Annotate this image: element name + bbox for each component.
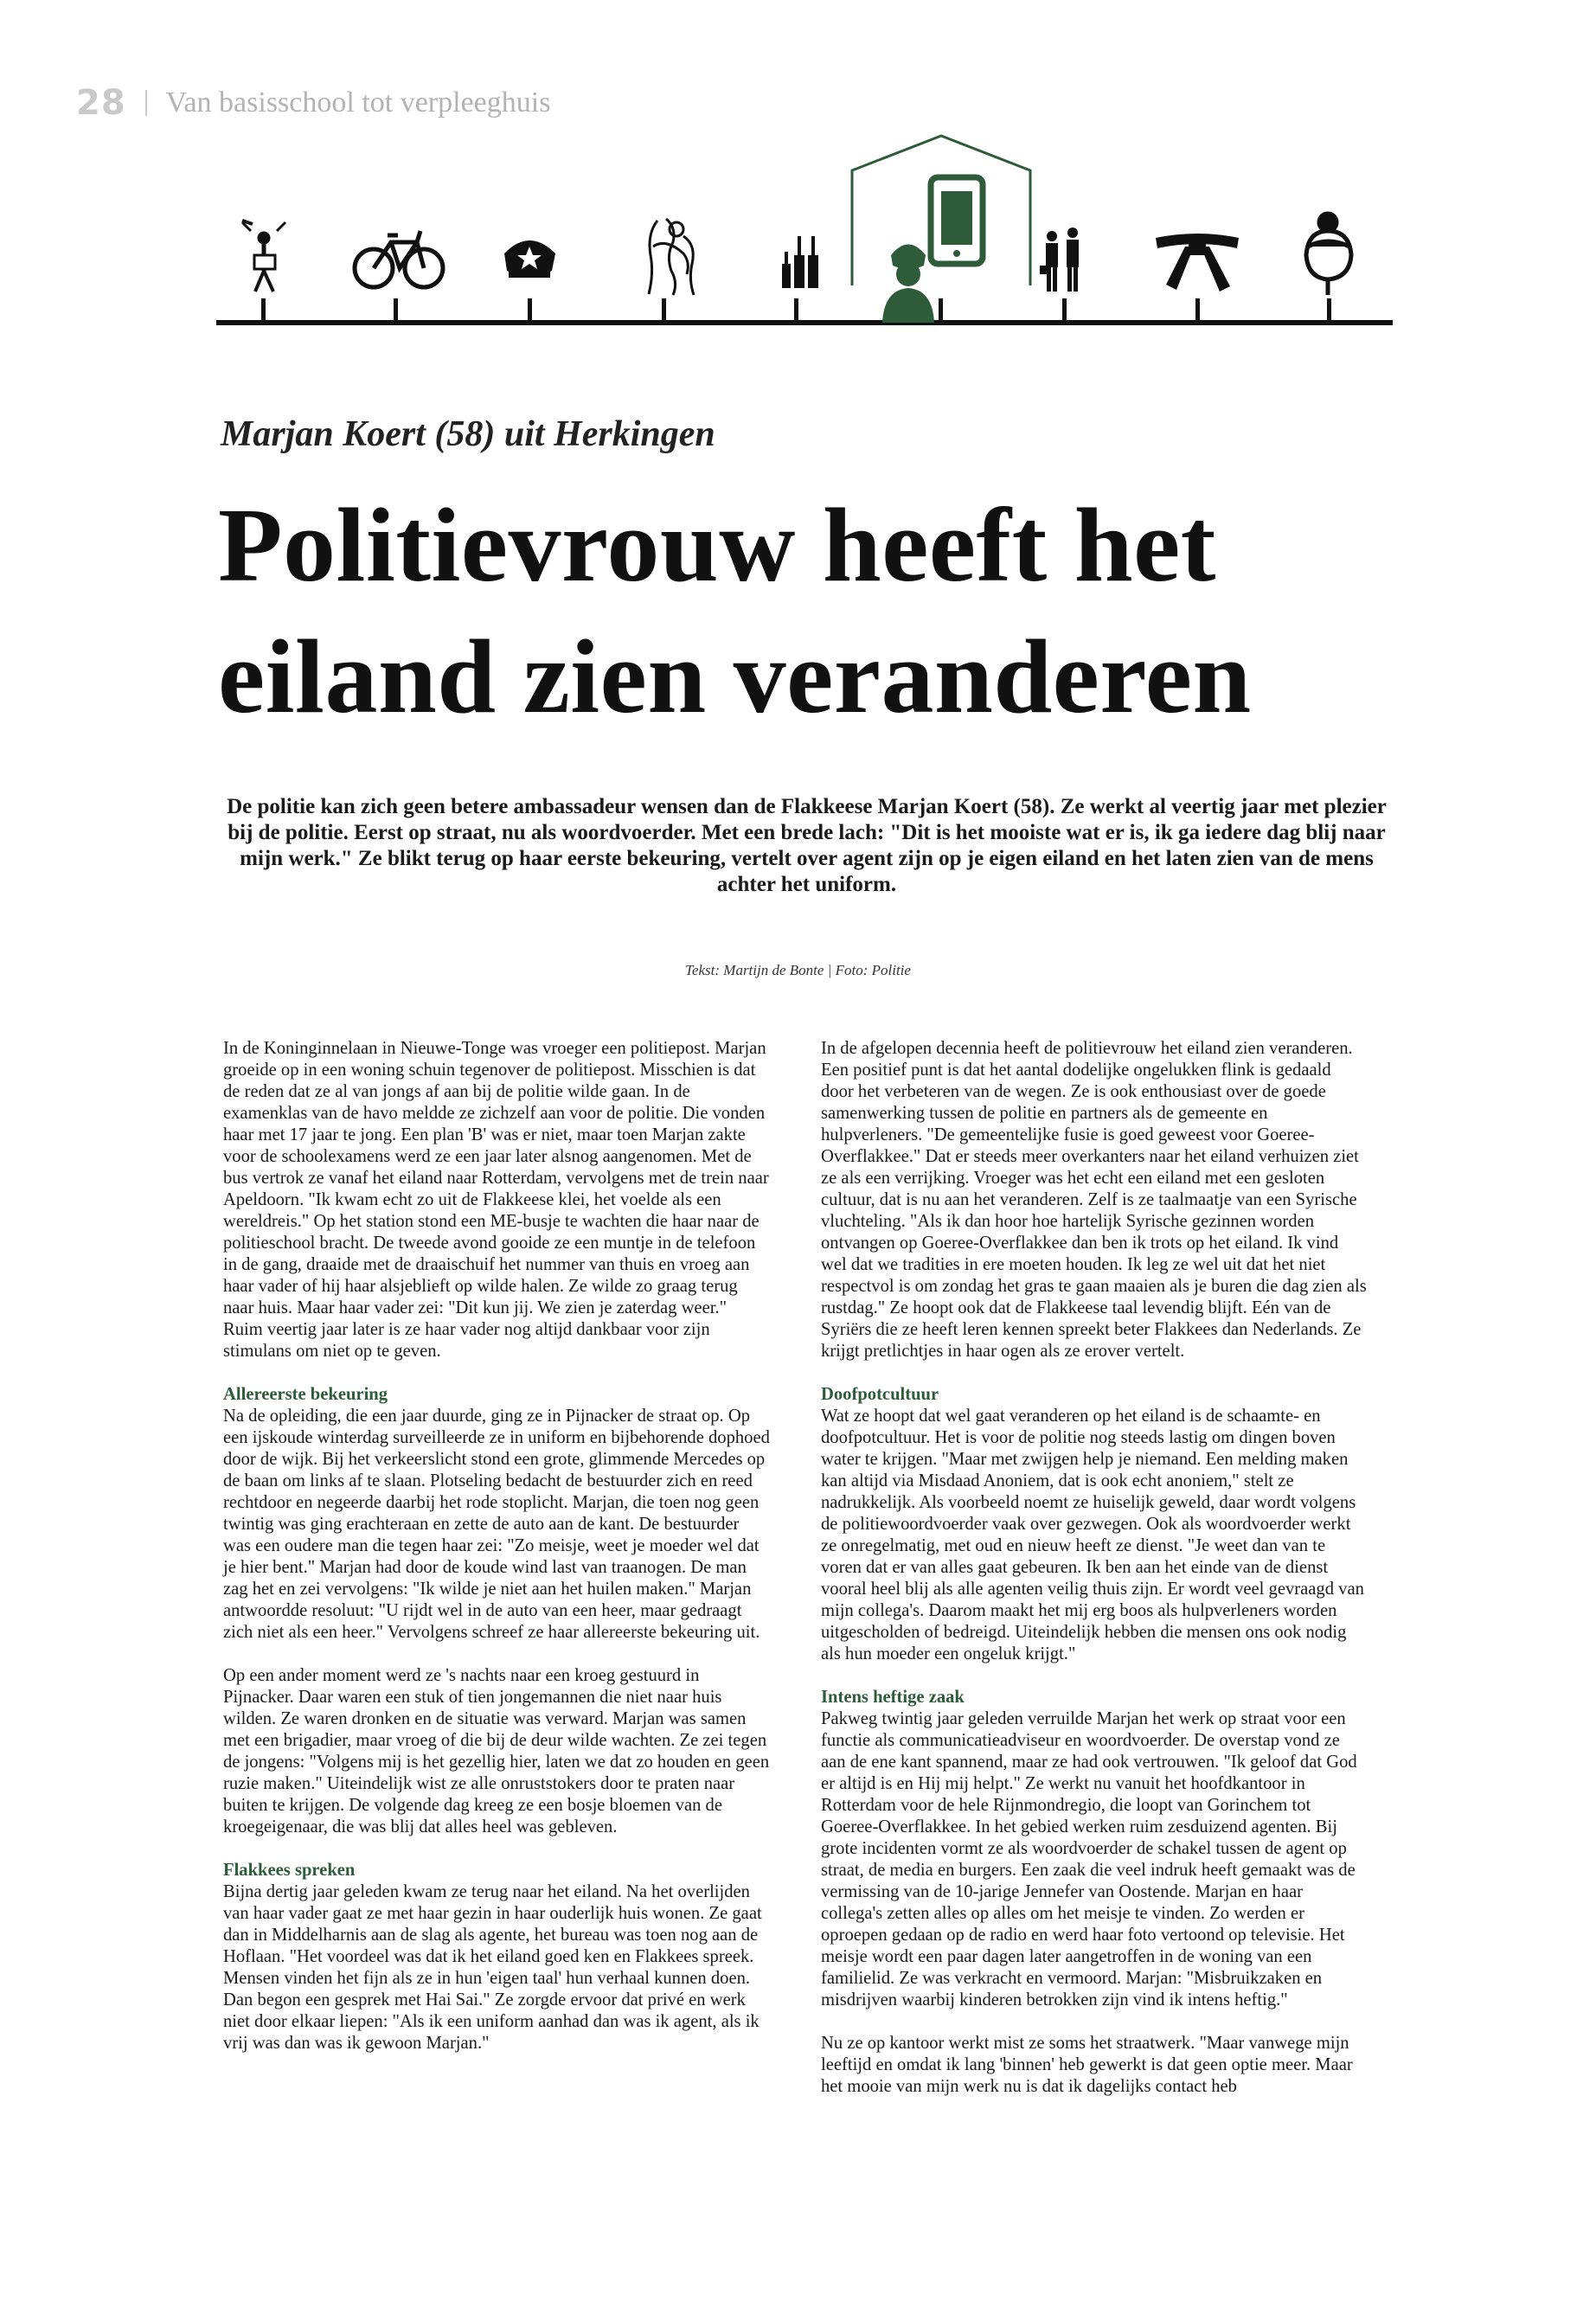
timeline-baseline	[216, 320, 1393, 325]
drummer-icon	[242, 221, 285, 292]
body-paragraph: Wat ze hoopt dat wel gaat veranderen op het eiland is de schaamte- en doofpotcultuur. Het is voor de politie nog steeds lastig om dingen boven water te krijgen. "Maar met zwijgen help je niemand. Een melding maken kan altijd via Misdaad Anoniem, dat is ook echt anoniem," stelt ze nadrukkelijk. Als voorbeeld noemt ze huiselijk geweld, daar wordt volgens de politiewoordvoerder vaak over gezwegen. Ook als woordvoerder werkt ze onregelmatig, met oud en nieuw heeft ze dienst. "Je weet dan van te voren dat er van alles gaat gebeuren. Ik ben aan het einde van de dienst vooral heel blij als alle agenten veilig thuis zijn. Er wordt veel gevraagd van mijn collega's. Daarom maakt het mij erg boos als hulpverleners worden uitgescholden of bedreigd. Uiteindelijk hebben die mensen ons ook nodig als hun moeder een ongeluk krijgt."	[821, 1407, 1364, 1663]
header-divider	[145, 90, 147, 116]
business-people-icon	[1040, 228, 1079, 292]
right-column	[821, 1038, 1368, 2119]
section-heading: Intens heftige zaak	[821, 1688, 965, 1707]
body-paragraph: In de Koninginnelaan in Nieuwe-Tonge was vroeger een politiepost. Marjan groeide op in een woning schuin tegenover de politiepost. Misschien is dat de reden dat ze al van jongs af aan bij de politie wilde gaan. In de examenklas van de havo meldde ze zichzelf aan voor de politie. Die vonden haar met 17 jaar te jong. Een plan 'B' was er niet, maar toen Marjan zakte voor de schoolexamens werd ze een jaar later alsnog aangenomen. Met de bus vertrok ze vanaf het eiland naar Rotterdam, vervolgens met de trein naar Apeldoorn. "Ik kwam echt zo uit de Flakkeese klei, het voelde als een wereldreis." Op het station stond een ME-busje te wachten die haar naar de politieschool bracht. De tweede avond gooide ze een muntje in de telefoon in de gang, draaide met de draaischuif het nummer van thuis en vroeg aan haar vader of hij haar alsjeblieft op wilde halen. Ze wilde zo graag terug naar huis. Maar haar vader zei: "Dit kun jij. We zien je zaterdag weer." Ruim veertig jaar later is ze haar vader nog altijd dankbaar voor zijn stimulans om niet op te geven.	[223, 1039, 769, 1361]
page-header	[76, 82, 550, 124]
headline-line-1: Politievrouw heeft het	[218, 487, 1216, 604]
article-credit: Tekst: Martijn de Bonte | Foto: Politie	[685, 962, 911, 978]
section-heading: Flakkees spreken	[223, 1861, 356, 1880]
page-number: 28	[76, 83, 126, 123]
elderly-woman-icon	[1306, 214, 1351, 295]
body-paragraph: Na de opleiding, die een jaar duurde, ging ze in Pijnacker de straat op. Op een ijskoude winterdag surveilleerde ze in uniform en bijbehorende dophoed door de wijk. Bij het verkeerslicht stond een grote, glimmende Mercedes op de baan om links af te slaan. Plotseling bedacht de bestuurder zich en reed rechtdoor en negeerde daarbij het rode stoplicht. Marjan, die toen nog geen twintig was ging erachteraan en zette de auto aan de kant. De bestuurder was een oudere man die tegen haar zei: "Zo meisje, weet je moeder wel dat je hier bent." Marjan had door de koude wind last van traanogen. De man zag het en zei vervolgens: "Ik wilde je niet aan het huilen maken." Marjan antwoordde resoluut: "U rijdt wel in de auto van een heer, maar gedraagt zich niet als een heer." Vervolgens schreef ze haar allereerste bekeuring uit.	[223, 1407, 770, 1642]
article-lead: De politie kan zich geen betere ambassadeur wensen dan de Flakkeese Marjan Koert (58). Ze werkt al veertig jaar met plezier bij de politie. Eerst op straat, nu als woordvoerder. Met een brede lach: "Dit is het mooiste wat er is, ik ga iedere dag blij naar mijn werk." Ze blikt terug op haar eerste bekeuring, vertelt over agent zijn op je eigen eiland en het laten zien van de mens achter het uniform.	[227, 795, 1387, 896]
section-title: Van basisschool tot verpleeghuis	[165, 87, 551, 119]
couple-embrace-icon	[649, 219, 694, 295]
police-cap-icon	[504, 240, 555, 278]
article-subtitle: Marjan Koert (58) uit Herkingen	[221, 414, 715, 454]
body-paragraph: Op een ander moment werd ze 's nachts naar een kroeg gestuurd in Pijnacker. Daar waren een stuk of tien jongemannen die niet naar huis wilden. Ze waren dronken en de situatie was verward. Marjan was samen met een brigadier, maar vroeg of die bij de deur wilde wachten. Ze zei tegen de jongens: "Volgens mij is het gezellig hier, laten we dat zo houden en geen ruzie maken." Uiteindelijk wist ze alle onruststokers door te praten naar buiten te krijgen. De volgende dag kreeg ze een bosje bloemen van de kroegeigenaar, die was blij dat alles heel was gebleven.	[223, 1666, 770, 1836]
body-paragraph: Bijna dertig jaar geleden kwam ze terug naar het eiland. Na het overlijden van haar vader gaat ze met haar gezin in haar ouderlijk huis wonen. Ze gaat dan in Middelharnis aan de slag als agente, het bureau was toen nog aan de Hoflaan. "Het voordeel was dat ik het eiland goed ken en Flakkees spreek. Mensen vinden het fijn als ze in hun 'eigen taal' hun verhaal kunnen doen. Dan begon een gesprek met Hai Sai." Ze zorgde ervoor dat privé en werk niet door elkaar liepen: "Als ik een uniform aanhad dan was ik agent, als ik vrij was dan was ik gewoon Marjan."	[223, 1882, 762, 2053]
body-paragraph: Pakweg twintig jaar geleden verruilde Marjan het werk op straat voor een functie als communicatieadviseur en woordvoerder. De overstap vond ze aan de ene kant spannend, maar ze had ook vertrouwen. "Ik geloof dat God er altijd is en Hij mij helpt." Ze werkt nu vanuit het hoofdkantoor in Rotterdam voor de hele Rijnmondregio, die loopt van Gorinchem tot Goeree-Overflakkee. In het gebied werken ruim zesduizend agenten. Bij grote incidenten vormt ze als woordvoerder de schakel tussen de agent op straat, de media en burgers. Een zaak die veel indruk heeft gemaakt was de vermissing van de 10-jarige Jennefer van Oostende. Marjan en haar collega's zetten alles op alles om het meisje te vinden. Zo werden er oproepen gedaan op de radio en werd haar foto vertoond op televisie. Het meisje wordt een paar dagen later aangetroffen in de woning van een familielid. Ze was verkracht en vermoord. Marjan: "Misbruikzaken en misdrijven waarbij kinderen betrokken zijn vind ik intens heftig."	[821, 1709, 1357, 2009]
timeline-ticks	[261, 298, 1331, 322]
section-heading: Doofpotcultuur	[821, 1385, 939, 1404]
article-headline	[218, 480, 1429, 743]
police-officer-icon	[882, 177, 983, 323]
section-heading: Allereerste bekeuring	[223, 1385, 388, 1404]
life-timeline	[216, 125, 1393, 333]
bicycle-icon	[355, 231, 443, 287]
body-paragraph: Nu ze op kantoor werkt mist ze soms het straatwerk. "Maar vanwege mijn leeftijd en omdat ik lang 'binnen' heb gewerkt is dat geen optie meer. Maar het mooie van mijn werk nu is dat ik dagelijks contact heb	[821, 2034, 1353, 2096]
headline-line-2: eiland zien veranderen	[218, 619, 1252, 735]
body-paragraph: In de afgelopen decennia heeft de politievrouw het eiland zien veranderen. Een positief punt is dat het aantal dodelijke ongelukken flink is gedaald door het verbeteren van de wegen. Ze is ook enthousiast over de goede samenwerking tussen de politie en partners als de gemeente en hulpverleners. "De gemeentelijke fusie is goed geweest voor Goeree-Overflakkee." Dat er steeds meer overkanters naar het eiland verhuizen ziet ze als een verrijking. Vroeger was het echt een eiland met een gesloten cultuur, dat is nu aan het veranderen. Zelf is ze taalmaatje van een Syrische vluchteling. "Als ik dan hoor hoe hartelijk Syrische gezinnen worden ontvangen op Goeree-Overflakkee dan ben ik trots op het eiland. Ik vind wel dat we tradities in ere moeten houden. Ik leg ze wel uit dat het niet respectvol is om zondag het gras te gaan maaien als je buren die dag zien als rustdag." Ze hoopt ook dat de Flakkeese taal levendig blijft. Eén van de Syriërs die ze heeft leren kennen spreekt beter Flakkees dan Nederlands. Ze krijgt pretlichtjes in haar ogen als ze erover vertelt.	[821, 1039, 1367, 1361]
karate-belt-icon	[1156, 234, 1239, 292]
left-column	[223, 1038, 770, 2076]
bottles-icon	[782, 236, 818, 288]
